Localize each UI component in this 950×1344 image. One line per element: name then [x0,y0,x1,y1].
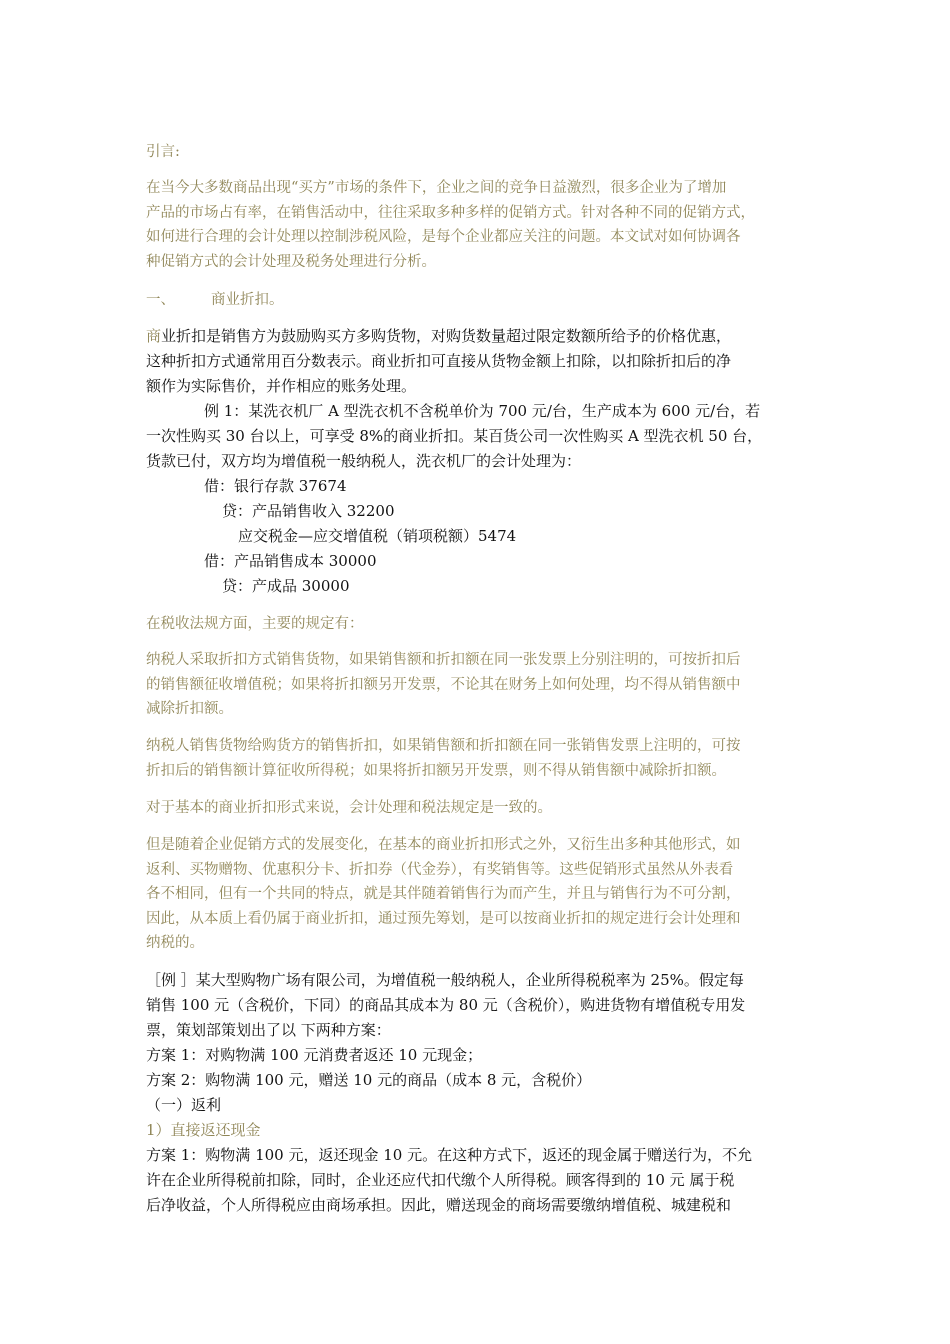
section-number: 一、 [146,292,175,308]
intro-paragraph: 在当今大多数商品出现“买方”市场的条件下，企业之间的竞争日益激烈，很多企业为了增加 产品的市场占有率，在销售活动中，往往采取多种多样的促销方式。针对各种不同的促销方式， 如何进行合理的会计处理以控制涉税风险，是每个企业都应关注的问题。本文试对如何协调各 种促销方式的会计处理及税务处理进行分析。 [146,180,755,270]
journal-debit-cost: 借：产品销售成本 30000 [204,552,377,570]
journal-credit-revenue: 贷：产品销售收入 32200 [222,502,395,520]
plan-1: 方案 1：对购物满 100 元消费者返还 10 元现金； [146,1046,483,1064]
vat-rule-paragraph: 纳税人采取折扣方式销售货物，如果销售额和折扣额在同一张发票上分别注明的，可按折扣后 的销售额征收增值税；如果将折扣额另开发票，不论其在财务上如何处理，均不得从销售额中 减除折扣额。 [146,652,741,717]
definition-paragraph: 商业折扣是销售方为鼓励购买方多购货物，对购货数量超过限定数额所给予的价格优惠， 这种折扣方式通常用百分数表示。商业折扣可直接从货物金额上扣除，以扣除折扣后的净 额作为实际售价，并作相应的账务处理。 [146,327,732,395]
subheading-cash-return: 1）直接返还现金 [146,1121,261,1139]
plans-list [146,1043,810,1143]
journal-debit-bank: 借：银行存款 37674 [204,477,347,495]
plan-1-detail-paragraph: 方案 1：购物满 100 元，返还现金 10 元。在这种方式下，返还的现金属于赠送行为，不允 许在企业所得税前扣除，同时，企业还应代扣代缴个人所得税。顾客得到的 10 元 属于税 后净收益，个人所得税应由商场承担。因此，赠送现金的商场需要缴纳增值税、城建税和 [146,1146,753,1214]
example-1-paragraph: 例 1：某洗衣机厂 A 型洗衣机不含税单价为 700 元/台，生产成本为 600 元/台，若 一次性购买 30 台以上，可享受 8%的商业折扣。某百货公司一次性购买 A 型洗衣机 50 台， 货款已付，双方均为增值税一般纳税人，洗衣机厂的会计处理为： [146,402,763,470]
income-tax-rule-paragraph: 纳税人销售货物给购货方的销售折扣，如果销售额和折扣额在同一张销售发票上注明的，可按 折扣后的销售额计算征收所得税；如果将折扣额另开发票，则不得从销售额中减除折扣额。 [146,738,741,779]
example-2-paragraph: ［例 ］某大型购物广场有限公司，为增值税一般纳税人，企业所得税税率为 25%。假定每 销售 100 元（含税价，下同）的商品其成本为 80 元（含税价），购进货物有增值税专用发 票，策划部策划出了以 下两种方案： [146,971,746,1039]
journal-entries [146,474,810,599]
consistency-statement: 对于基本的商业折扣形式来说，会计处理和税法规定是一致的。 [146,800,552,816]
intro-label: 引言: [146,144,180,160]
tax-intro: 在税收法规方面，主要的规定有： [146,616,364,632]
subheading-rebate: （一）返利 [146,1096,222,1114]
journal-credit-goods: 贷：产成品 30000 [222,577,350,595]
promotion-evolution-paragraph: 但是随着企业促销方式的发展变化，在基本的商业折扣形式之外，又衍生出多种其他形式，如 返利、买物赠物、优惠积分卡、折扣券（代金券），有奖销售等。这些促销形式虽然从外表看 各不相同，但有一个共同的特点，就是其伴随着销售行为而产生，并且与销售行为不可分割， 因此，从本质上看仍属于商业折扣，通过预先筹划，是可以按商业折扣的规定进行会计处理和 纳税的。 [146,837,741,951]
journal-credit-vat: 应交税金—应交增值税（销项税额）5474 [238,527,517,545]
plan-2: 方案 2：购物满 100 元，赠送 10 元的商品（成本 8 元，含税价） [146,1071,592,1089]
definition-first-char: 商 [146,327,162,345]
section-heading-commercial-discount [146,288,810,313]
section-title: 商业折扣。 [211,292,284,308]
